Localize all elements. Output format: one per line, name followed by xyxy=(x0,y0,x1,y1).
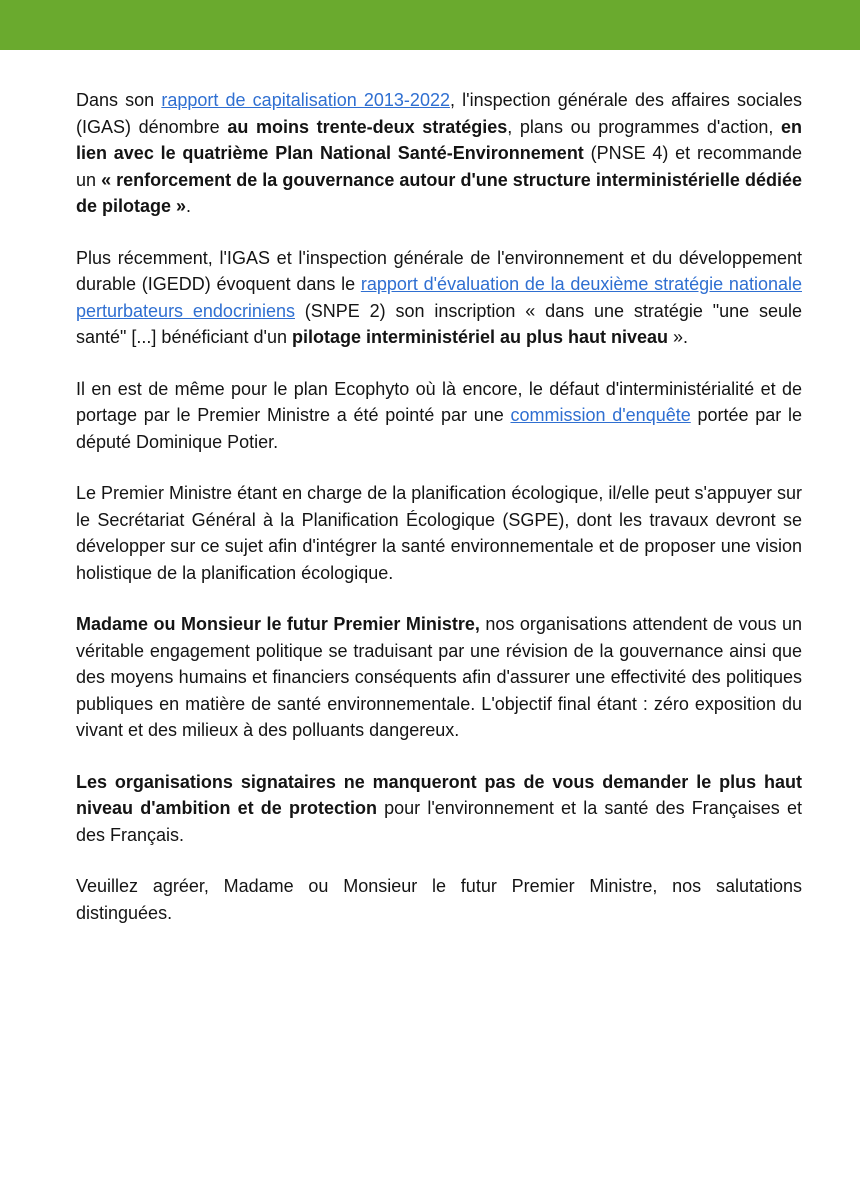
paragraph-snpe2 xyxy=(76,245,802,351)
text: Veuillez agréer, Madame ou Monsieur le futur Premier Ministre, nos salutations distinguées. xyxy=(76,876,802,923)
letter-body xyxy=(76,87,802,951)
text: Plus récemment, l'IGAS et l'inspection générale de l'environnement et du développement durable (IGEDD) évoquent dans le xyxy=(76,247,802,294)
link-rapport-capitalisation[interactable]: rapport de capitalisation 2013-2022 xyxy=(161,90,450,110)
paragraph-ecophyto xyxy=(76,376,802,456)
text: portée par le député Dominique Potier. xyxy=(76,405,802,452)
text: Le Premier Ministre étant en charge de la planification écologique, il/elle peut s'appuyer sur le Secrétariat Général à la Planification Écologique (SGPE), dont les travaux devront se développer sur ce sujet afin d'intégrer la santé environnementale et de proposer une vision holistique de la planification écologique. xyxy=(76,483,802,583)
link-commission-enquete[interactable]: commission d'enquête xyxy=(510,405,691,425)
text: (PNSE 4) et recommande un xyxy=(76,143,802,190)
bold-text: au moins trente-deux stratégies xyxy=(227,116,508,137)
bold-text: pilotage interministériel au plus haut niveau xyxy=(291,327,669,347)
paragraph-organisations-signataires xyxy=(76,769,802,849)
paragraph-address-premier-ministre xyxy=(76,611,802,744)
paragraph-igas-report xyxy=(76,87,802,220)
bold-text: Les organisations signataires ne manqueront pas de vous demander le plus haut niveau d'ambition et de protection xyxy=(76,771,802,818)
text: (SNPE 2) son inscription « dans une stratégie "une seule santé" [...] bénéficiant d'un xyxy=(76,300,802,347)
paragraph-sgpe xyxy=(76,480,802,586)
link-rapport-evaluation-snpe2[interactable]: rapport d'évaluation de la deuxième stratégie nationale perturbateurs endocriniens xyxy=(76,274,802,321)
text: pour l'environnement et la santé des Françaises et des Français. xyxy=(76,798,802,845)
text: , l'inspection générale des affaires sociales (IGAS) dénombre xyxy=(76,90,803,137)
text: Il en est de même pour le plan Ecophyto où là encore, le défaut d'interministérialité et de portage par le Premier Ministre a été pointé par une xyxy=(76,378,802,425)
header-accent-bar xyxy=(0,0,860,50)
paragraph-closing xyxy=(76,873,802,926)
text: nos organisations attendent de vous un véritable engagement politique se traduisant par une révision de la gouvernance ainsi que des moyens humains et financiers conséquents afin d'assurer une effectivité des politiques publiques en matière de santé environnementale. L'objectif final étant : zéro exposition du vivant et des milieux à des polluants dangereux. xyxy=(76,614,802,740)
bold-text: Madame ou Monsieur le futur Premier Ministre, xyxy=(76,614,480,634)
text: ». xyxy=(668,327,689,347)
text: . xyxy=(186,196,192,216)
bold-text: en lien avec le quatrième Plan National Santé-Environnement xyxy=(76,116,802,163)
text: Dans son xyxy=(76,90,162,110)
bold-text: « renforcement de la gouvernance autour d'une structure interministérielle dédiée de pilotage » xyxy=(76,169,802,216)
text: , plans ou programmes d'action, xyxy=(507,116,781,137)
